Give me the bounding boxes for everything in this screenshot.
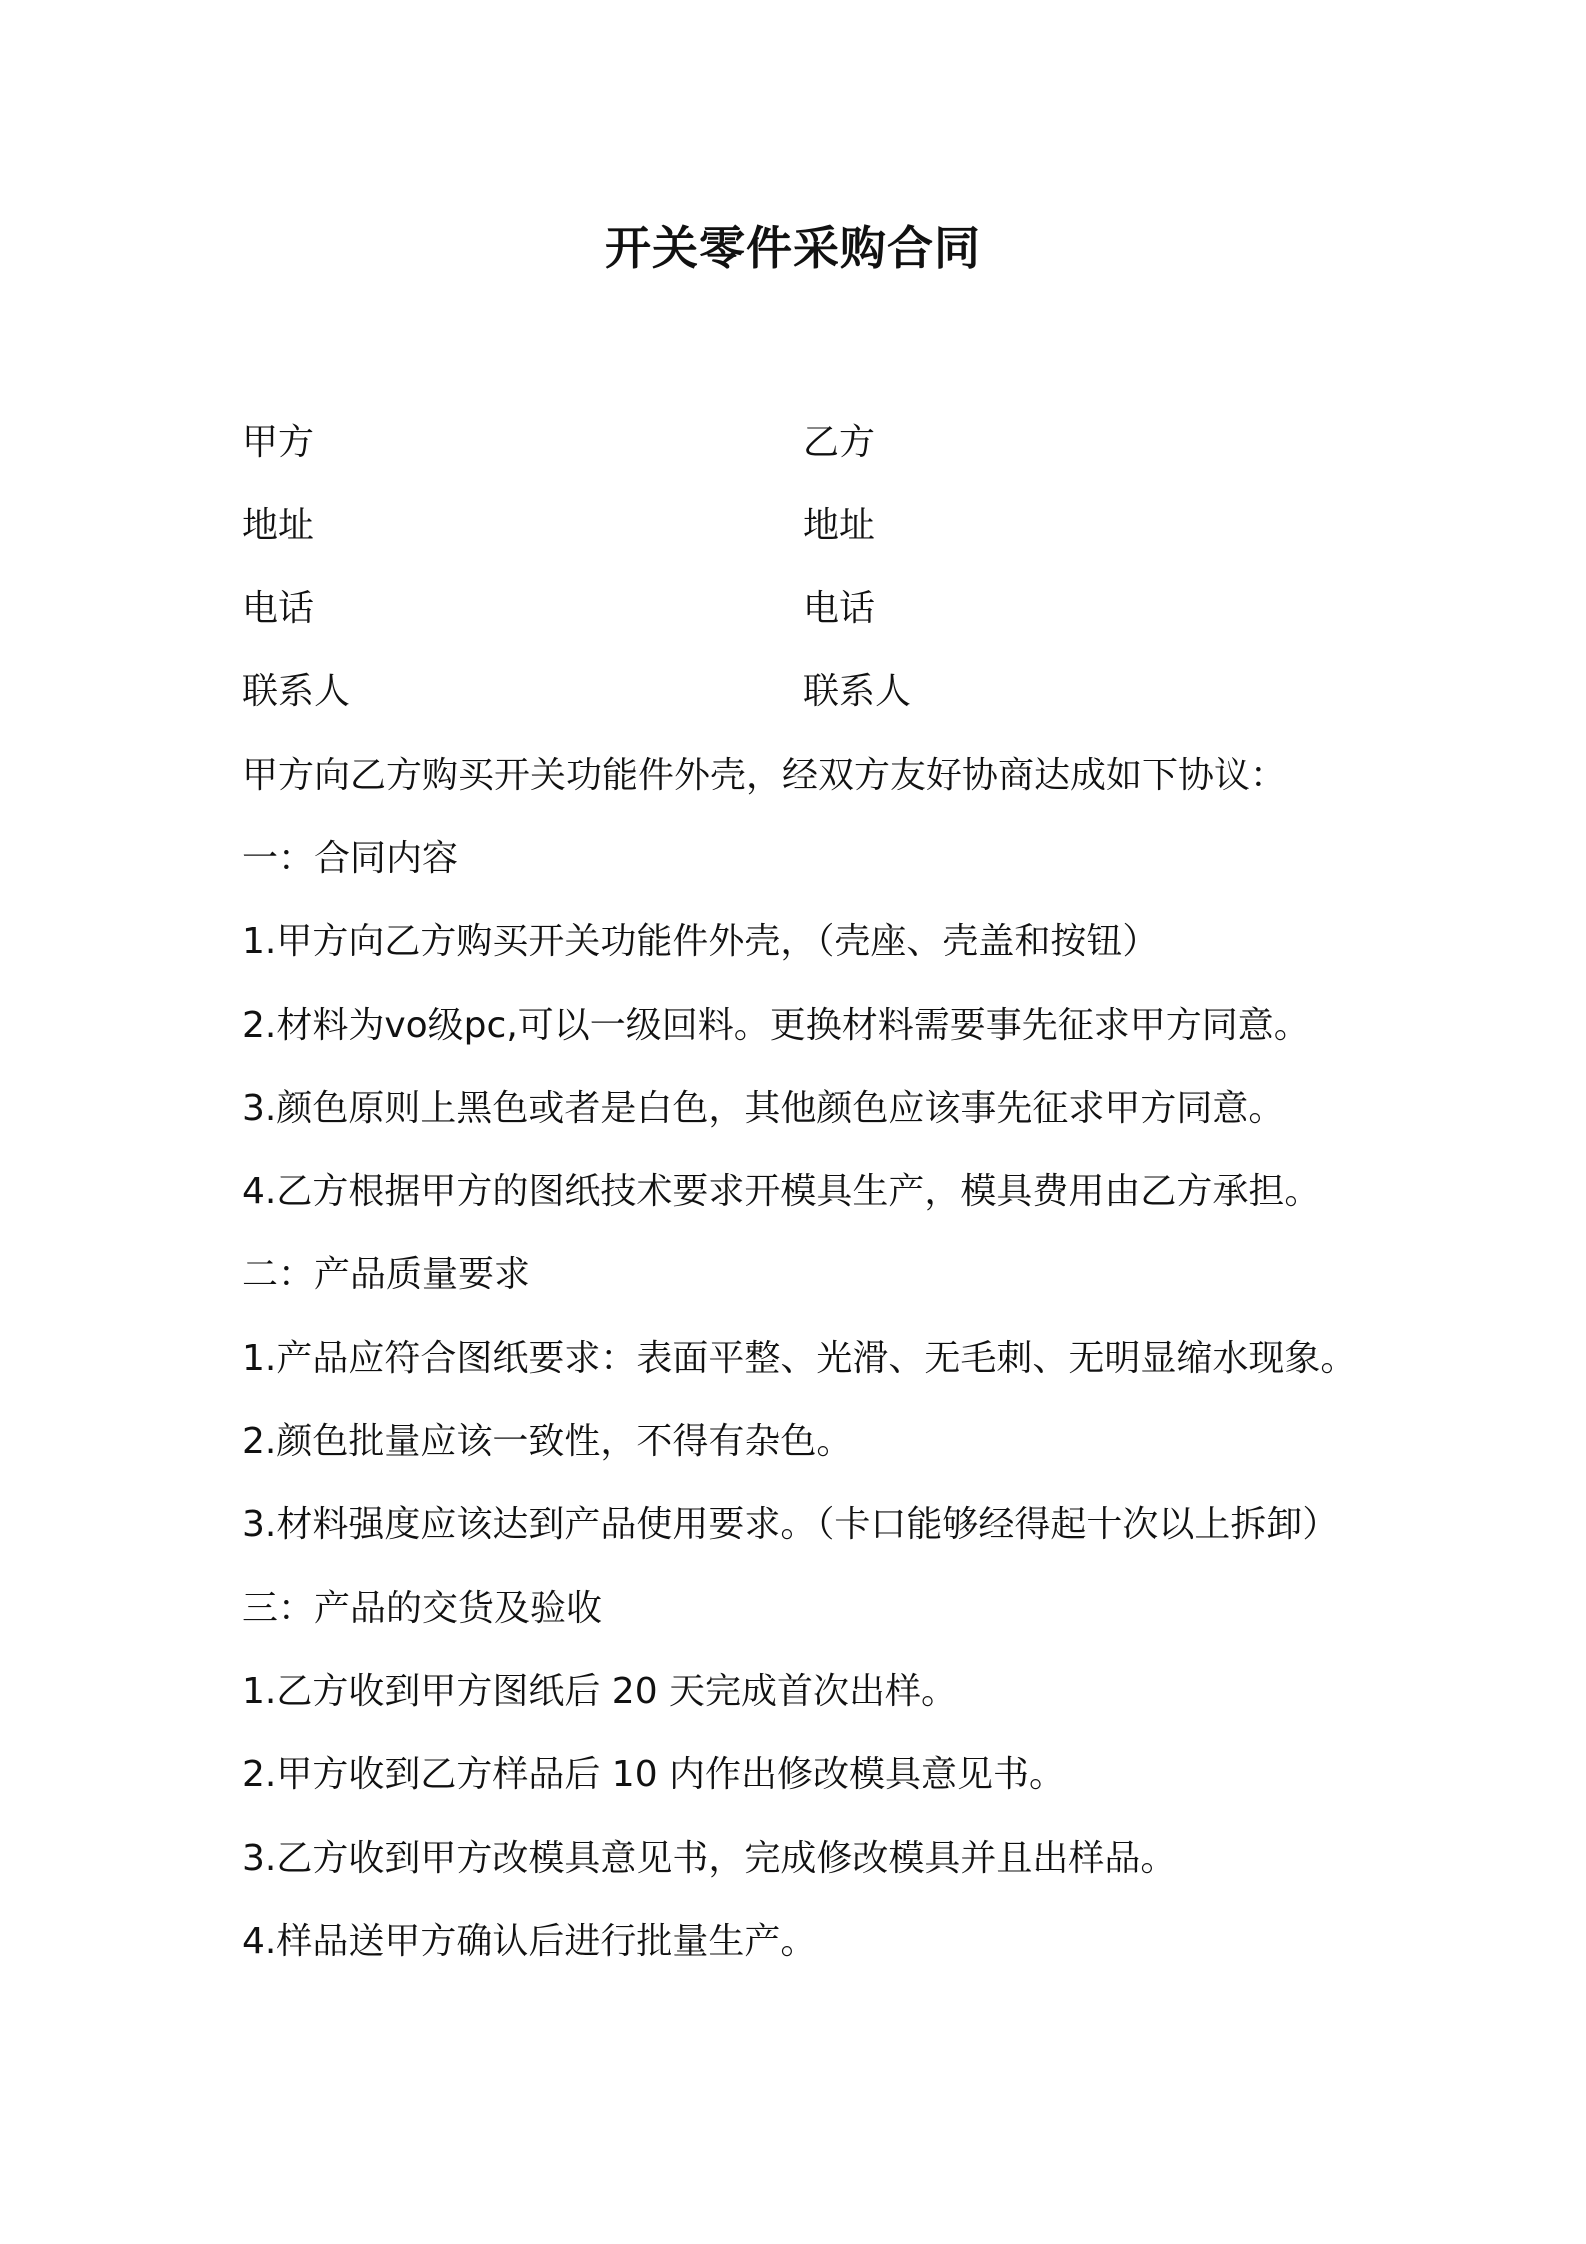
party-a-phone-label: 电话	[242, 588, 315, 629]
clause-item: 3.材料强度应该达到产品使用要求。（卡口能够经得起十次以上拆卸）	[242, 1504, 1339, 1545]
party-row-contact	[242, 663, 1442, 723]
party-row-address	[242, 497, 1442, 557]
party-b-phone-label: 电话	[803, 588, 876, 629]
party-b-label: 乙方	[803, 422, 876, 463]
clause-item: 1.乙方收到甲方图纸后 20 天完成首次出样。	[242, 1671, 958, 1712]
clause-item: 1.产品应符合图纸要求：表面平整、光滑、无毛刺、无明显缩水现象。	[242, 1338, 1357, 1379]
clause-item: 4.样品送甲方确认后进行批量生产。	[242, 1921, 817, 1962]
party-b-contact-label: 联系人	[803, 671, 912, 712]
clause-item: 3.颜色原则上黑色或者是白色，其他颜色应该事先征求甲方同意。	[242, 1088, 1285, 1129]
clause-item: 1.甲方向乙方购买开关功能件外壳，（壳座、壳盖和按钮）	[242, 921, 1159, 962]
section-heading-quality-requirements: 二：产品质量要求	[242, 1254, 531, 1295]
section-heading-contract-content: 一：合同内容	[242, 838, 459, 879]
intro-paragraph: 甲方向乙方购买开关功能件外壳，经双方友好协商达成如下协议：	[242, 755, 1287, 796]
clause-item: 4.乙方根据甲方的图纸技术要求开模具生产，模具费用由乙方承担。	[242, 1171, 1321, 1212]
party-b-address-label: 地址	[803, 505, 876, 546]
clause-item: 2.材料为vo级pc,可以一级回料。更换材料需要事先征求甲方同意。	[242, 1005, 1310, 1046]
party-a-address-label: 地址	[242, 505, 315, 546]
party-row-phone	[242, 580, 1442, 640]
clause-item: 2.甲方收到乙方样品后 10 内作出修改模具意见书。	[242, 1754, 1066, 1795]
section-heading-delivery-acceptance: 三：产品的交货及验收	[242, 1588, 603, 1629]
party-a-label: 甲方	[242, 422, 315, 463]
clause-item: 3.乙方收到甲方改模具意见书，完成修改模具并且出样品。	[242, 1838, 1177, 1879]
party-a-contact-label: 联系人	[242, 671, 351, 712]
document-title: 开关零件采购合同	[605, 221, 981, 275]
party-row-name	[242, 414, 1442, 474]
clause-item: 2.颜色批量应该一致性，不得有杂色。	[242, 1421, 853, 1462]
